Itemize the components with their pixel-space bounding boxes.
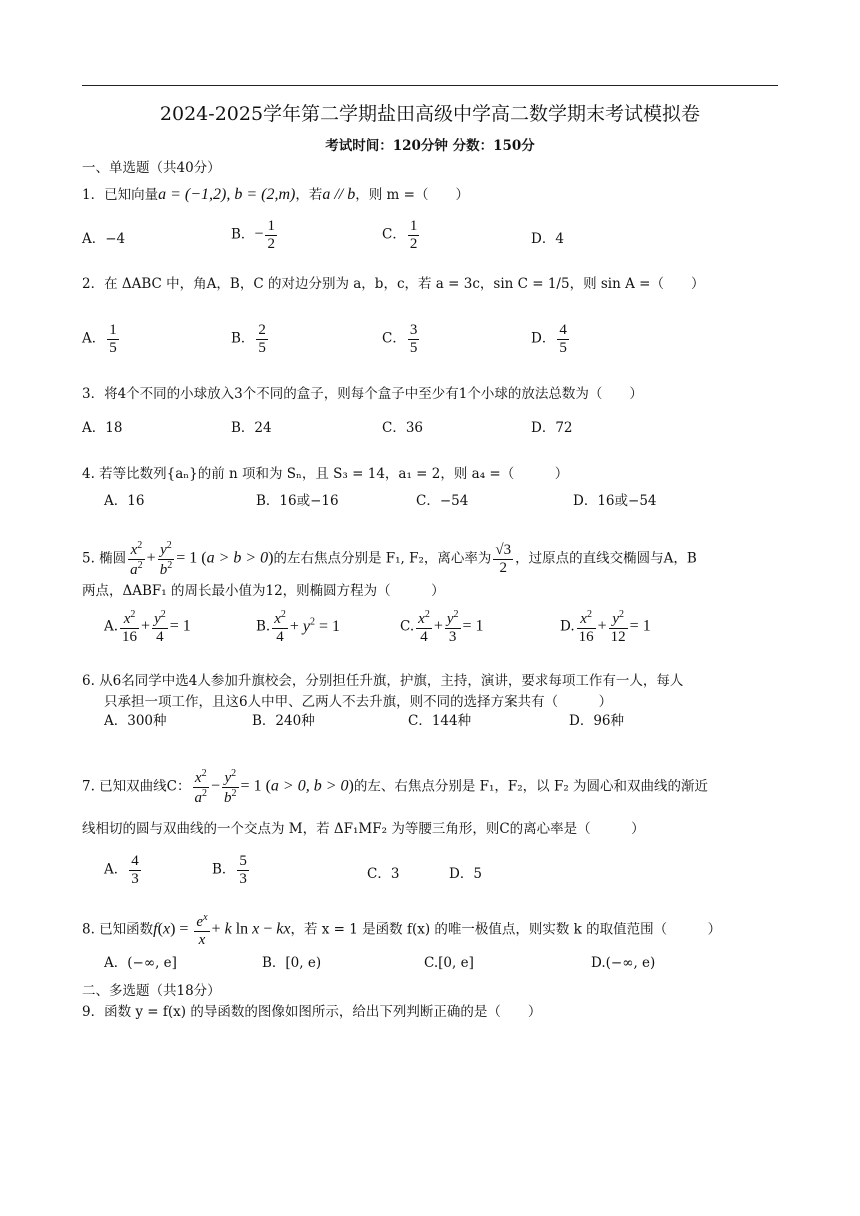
question-4-option: A．16 bbox=[104, 493, 145, 509]
question-7-option: D．5 bbox=[449, 866, 482, 882]
question-1-option: C． $\frac{1}{2}$ bbox=[382, 218, 418, 252]
question-8-option: B．[0, e) bbox=[262, 955, 322, 971]
question-7-stem: 7. 已知双曲线C： $\frac{x^2}{a^2}$ − $\frac{y^2}{b^2}$ = 1 (a > 0, b > 0)的左、右焦点分别是 F₁，F₂，以 F₂ 为圆心和双曲线的渐近 bbox=[82, 768, 709, 806]
question-7-option: C．3 bbox=[367, 866, 400, 882]
question-5-stem: 5. 椭圆 $\frac{x^2}{a^2}$ + $\frac{y^2}{b^2}$ = 1 (a > b > 0)的左右焦点分别是 F₁, F₂，离心率为 $\frac{√3}{2}$ ，过原点的直线交椭圆与A，B bbox=[82, 540, 697, 578]
section-single-choice: 一、单选题（共40分） bbox=[82, 160, 221, 176]
question-2-stem: 2．在 ΔABC 中，角A，B，C 的对边分别为 a，b，c，若 a = 3c，sin C = 1/5，则 sin A =（ ） bbox=[82, 276, 705, 292]
question-7-option: B． $\frac{5}{3}$ bbox=[212, 853, 247, 887]
question-5-option: B. $\frac{x^2}{4}$ + $y^2 = 1$ bbox=[256, 609, 341, 645]
question-4-stem: 4. 若等比数列{aₙ}的前 n 项和为 Sₙ，且 S₃ = 14，a₁ = 2，则 a₄ =（ ） bbox=[82, 466, 569, 482]
header-rule bbox=[82, 85, 778, 86]
question-5-option: A. $\frac{x^2}{16}$ + $\frac{y^2}{4}$ = 1 bbox=[104, 609, 191, 645]
question-8-stem: 8. 已知函数f(x) = $\frac{e^x}{x}$ + k ln x − kx，若 x = 1 是函数 f(x) 的唯一极值点，则实数 k 的取值范围（ ） bbox=[82, 912, 722, 948]
question-8-option: D.(−∞, e) bbox=[591, 955, 656, 971]
question-6-option: D．96种 bbox=[569, 713, 625, 729]
question-5-option: D. $\frac{x^2}{16}$ + $\frac{y^2}{12}$ = 1 bbox=[560, 609, 651, 645]
question-3-option: A．18 bbox=[82, 420, 123, 436]
question-3-option: B．24 bbox=[231, 420, 272, 436]
question-6-stem-line2: 只承担一项工作，且这6人中甲、乙两人不去升旗，则不同的选择方案共有（ ） bbox=[104, 694, 613, 710]
question-1-option: A．−4 bbox=[82, 231, 126, 247]
question-5-option: C. $\frac{x^2}{4}$ + $\frac{y^2}{3}$ = 1 bbox=[400, 609, 484, 645]
question-5-stem-line2: 两点，ΔABF₁ 的周长最小值为12，则椭圆方程为（ ） bbox=[82, 583, 445, 599]
question-7-stem-line2: 线相切的圆与双曲线的一个交点为 M，若 ΔF₁MF₂ 为等腰三角形，则C的离心率是（ ） bbox=[82, 821, 645, 837]
question-2-option: A． $\frac{1}{5}$ bbox=[82, 322, 117, 356]
section-multiple-choice: 二、多选题（共18分） bbox=[82, 983, 221, 999]
question-1-stem: 1．已知向量a = (−1,2), b = (2,m)，若a // b，则 m =（ ） bbox=[82, 186, 469, 203]
question-3-option: C．36 bbox=[382, 420, 424, 436]
question-2-option: D． $\frac{4}{5}$ bbox=[531, 322, 567, 356]
question-8-option: A．(−∞, e] bbox=[104, 955, 177, 971]
question-6-option: B．240种 bbox=[252, 713, 315, 729]
question-6-option: A．300种 bbox=[104, 713, 167, 729]
question-4-option: D．16或−54 bbox=[573, 493, 657, 509]
question-1-option: B．− $\frac{1}{2}$ bbox=[231, 218, 275, 252]
question-6-stem: 6. 从6名同学中选4人参加升旗校会，分别担任升旗，护旗，主持，演讲，要求每项工作有一人，每人 bbox=[82, 673, 684, 689]
question-6-option: C．144种 bbox=[408, 713, 472, 729]
exam-subtitle: 考试时间：120分钟 分数：150分 bbox=[325, 138, 535, 154]
question-2-option: B． $\frac{2}{5}$ bbox=[231, 322, 266, 356]
question-1-option: D．4 bbox=[531, 231, 564, 247]
question-9-stem: 9．函数 y = f(x) 的导函数的图像如图所示，给出下列判断正确的是（ ） bbox=[82, 1004, 542, 1020]
question-7-option: A． $\frac{4}{3}$ bbox=[104, 853, 139, 887]
exam-title: 2024-2025学年第二学期盐田高级中学高二数学期末考试模拟卷 bbox=[159, 103, 701, 125]
question-2-option: C． $\frac{3}{5}$ bbox=[382, 322, 418, 356]
question-8-option: C.[0, e] bbox=[424, 955, 474, 971]
question-4-option: C．−54 bbox=[416, 493, 469, 509]
question-4-option: B．16或−16 bbox=[256, 493, 339, 509]
question-3-option: D．72 bbox=[531, 420, 573, 436]
question-3-stem: 3．将4个不同的小球放入3个不同的盒子，则每个盒子中至少有1个小球的放法总数为（ ） bbox=[82, 386, 643, 402]
